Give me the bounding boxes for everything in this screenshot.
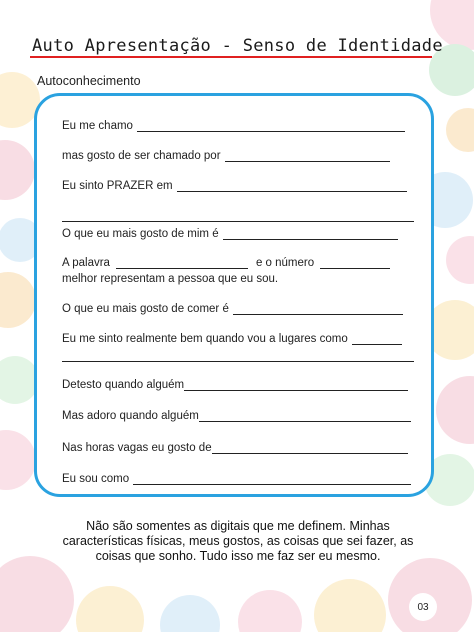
like-self-line[interactable] [223, 238, 398, 240]
prompt-i-am-label: Eu sou como [62, 473, 130, 485]
pleasure-line[interactable] [177, 190, 407, 192]
prompt-word-number [62, 257, 414, 269]
number-line[interactable] [320, 267, 390, 269]
prompt-free-time-label: Nas horas vagas eu gosto de [62, 442, 212, 454]
prompt-hate-label: Detesto quando alguém [62, 379, 185, 391]
prompt-places-label: Eu me sinto realmente bem quando vou a lugares como [62, 333, 348, 345]
places-line[interactable] [352, 343, 402, 345]
section-label: Autoconhecimento [37, 74, 141, 88]
prompt-hate [62, 379, 408, 391]
places-line-2[interactable] [62, 361, 414, 362]
prompt-nickname [62, 150, 390, 162]
prompt-name-label: Eu me chamo [62, 120, 133, 132]
prompt-food [62, 303, 403, 315]
prompt-love-label: Mas adoro quando alguém [62, 410, 199, 422]
prompt-represent [62, 273, 278, 285]
footer-text: Não são somentes as digitais que me definem. Minhas características físicas, meus gostos, as coisas que sei fazer, as coisas que sonho. Tudo isso me faz ser eu mesmo. [62, 519, 414, 563]
hate-line[interactable] [184, 389, 408, 391]
page-number: 03 [409, 593, 437, 621]
prompt-like-self [62, 228, 398, 240]
title-underline [30, 56, 432, 58]
prompt-nickname-label: mas gosto de ser chamado por [62, 150, 221, 162]
love-line[interactable] [199, 420, 411, 422]
prompt-pleasure [62, 180, 407, 192]
prompt-places [62, 333, 402, 345]
prompt-i-am [62, 473, 411, 485]
prompt-represent-label: melhor representam a pessoa que eu sou. [62, 273, 279, 285]
food-line[interactable] [233, 313, 403, 315]
i-am-line[interactable] [133, 483, 411, 485]
free-time-line[interactable] [212, 452, 408, 454]
prompt-food-label: O que eu mais gosto de comer é [62, 303, 229, 315]
page-title: Auto Apresentação - Senso de Identidade [32, 36, 443, 56]
prompt-word-label: A palavra [62, 257, 110, 269]
prompt-name [62, 120, 405, 132]
prompt-pleasure-label: Eu sinto PRAZER em [62, 180, 173, 192]
prompt-love [62, 410, 411, 422]
name-line[interactable] [137, 130, 405, 132]
prompt-like-self-label: O que eu mais gosto de mim é [62, 228, 219, 240]
nickname-line[interactable] [225, 160, 390, 162]
word-line[interactable] [116, 267, 248, 269]
prompt-free-time [62, 442, 408, 454]
prompt-number-label: e o número [255, 257, 315, 269]
pleasure-line-2[interactable] [62, 221, 414, 222]
